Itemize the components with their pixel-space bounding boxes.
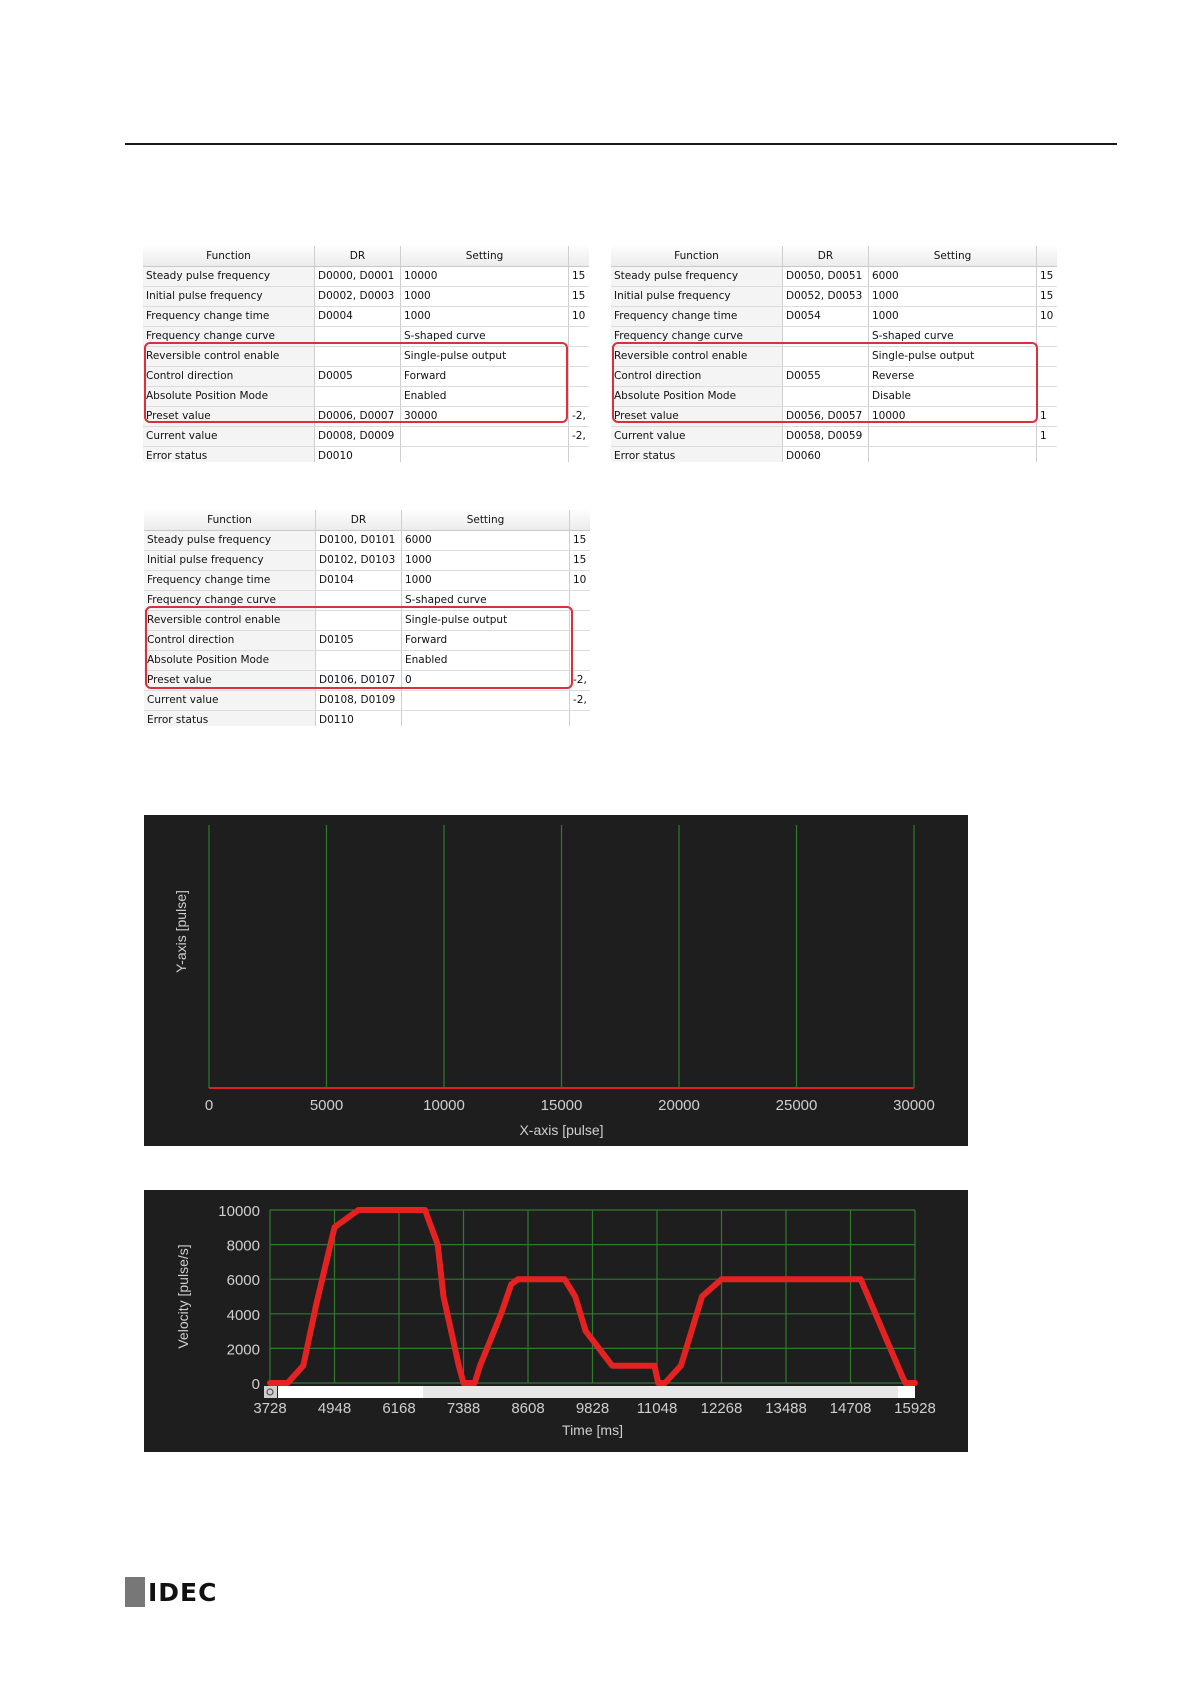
y-tick-label: 0: [251, 1376, 260, 1393]
velocity-time-chart: [144, 1190, 968, 1452]
function-cell: Absolute Position Mode: [144, 651, 316, 670]
x-tick-label: 3728: [253, 1400, 287, 1417]
extra-cell: [569, 367, 589, 386]
setting-cell: 1000: [869, 287, 1037, 306]
extra-cell: -2,: [572, 410, 586, 422]
table-row: [144, 571, 590, 591]
table-row: [611, 307, 1057, 327]
x-tick-label: 12268: [700, 1400, 743, 1417]
dr-cell: D0102, D0103: [316, 551, 402, 570]
function-cell: Steady pulse frequency: [611, 267, 783, 286]
function-cell: Preset value: [143, 407, 315, 426]
x-tick-label: 5000: [309, 1097, 344, 1114]
extra-cell: [1037, 327, 1057, 346]
extra-cell: [1037, 347, 1057, 366]
setting-cell: 1000: [401, 287, 569, 306]
setting-cell: Forward: [402, 631, 570, 650]
function-cell: Initial pulse frequency: [144, 551, 316, 570]
dr-cell: D0002, D0003: [315, 287, 401, 306]
extra-cell: -2,: [572, 430, 586, 442]
table-row: [143, 267, 589, 287]
y-tick-label: 8000: [226, 1237, 260, 1255]
highlight-box-1: [144, 342, 568, 423]
function-cell: Control direction: [143, 367, 315, 386]
setting-cell: [402, 711, 570, 726]
x-tick-label: 4948: [317, 1400, 352, 1417]
table-row: [611, 267, 1057, 287]
setting-cell: 1000: [402, 571, 570, 590]
function-cell: Absolute Position Mode: [143, 387, 315, 406]
function-cell: Control direction: [144, 631, 316, 650]
extra-cell: [1037, 447, 1057, 462]
function-cell: Reversible control enable: [143, 347, 315, 366]
extra-cell: [570, 591, 590, 610]
table-header: [144, 510, 590, 531]
setting-cell: 6000: [402, 531, 570, 550]
dr-cell: D0050, D0051: [783, 267, 869, 286]
y-axis-label: Velocity [pulse/s]: [175, 1244, 191, 1349]
x-tick-label: 14708: [829, 1400, 872, 1417]
column-header: DR: [783, 246, 869, 266]
dr-cell: D0005: [315, 367, 401, 386]
table-row: [611, 287, 1057, 307]
function-cell: Current value: [144, 691, 316, 710]
table-row: [143, 427, 589, 447]
y-tick-label: 10000: [218, 1203, 260, 1220]
x-tick-label: 7388: [446, 1400, 481, 1417]
idec-logo-mark: [125, 1577, 145, 1607]
setting-cell: 30000: [401, 407, 569, 426]
function-cell: Current value: [143, 427, 315, 446]
column-header: DR: [315, 246, 401, 266]
setting-cell: Single-pulse output: [401, 347, 569, 366]
function-cell: Frequency change time: [611, 307, 783, 326]
extra-cell: 10: [1040, 310, 1054, 322]
dr-cell: D0106, D0107: [316, 671, 402, 690]
column-header: Setting: [869, 246, 1037, 266]
x-tick-label: 25000: [775, 1097, 818, 1114]
setting-cell: Enabled: [402, 651, 570, 670]
dr-cell: D0056, D0057: [783, 407, 869, 426]
column-header: [1037, 246, 1057, 266]
y-tick-label: 2000: [226, 1341, 260, 1359]
function-cell: Initial pulse frequency: [611, 287, 783, 306]
function-cell: Frequency change curve: [611, 327, 783, 346]
x-tick-label: 8608: [511, 1400, 545, 1417]
setting-cell: Single-pulse output: [402, 611, 570, 630]
function-cell: Preset value: [144, 671, 316, 690]
velocity-time-chart-svg: [144, 1190, 968, 1452]
table-header: [143, 246, 589, 267]
column-header: DR: [316, 510, 402, 530]
setting-cell: Forward: [401, 367, 569, 386]
dr-cell: D0000, D0001: [315, 267, 401, 286]
extra-cell: -2,: [573, 694, 587, 706]
table-row: [144, 531, 590, 551]
setting-cell: 1000: [401, 307, 569, 326]
column-header: Setting: [402, 510, 570, 530]
x-tick-label: 20000: [658, 1097, 700, 1114]
function-cell: Frequency change time: [143, 307, 315, 326]
setting-cell: 10000: [869, 407, 1037, 426]
dr-cell: D0052, D0053: [783, 287, 869, 306]
column-header: [570, 510, 590, 530]
extra-cell: 15: [572, 290, 586, 302]
dr-cell: D0060: [783, 447, 869, 462]
x-tick-label: 15928: [894, 1400, 936, 1417]
column-header: Setting: [401, 246, 569, 266]
setting-cell: S-shaped curve: [402, 591, 570, 610]
extra-cell: 15: [573, 534, 587, 546]
x-tick-label: 10000: [423, 1097, 465, 1114]
extra-cell: [569, 387, 589, 406]
extra-cell: [570, 611, 590, 630]
table-row: [144, 691, 590, 711]
extra-cell: 10: [572, 310, 586, 322]
function-cell: Current value: [611, 427, 783, 446]
setting-cell: [401, 447, 569, 462]
table-row: [143, 447, 589, 462]
idec-logo: [125, 1577, 217, 1607]
setting-cell: [869, 427, 1037, 446]
extra-cell: [569, 347, 589, 366]
setting-cell: [869, 447, 1037, 462]
x-tick-label: 9828: [575, 1400, 610, 1417]
extra-cell: [1037, 367, 1057, 386]
xy-pulse-chart: [144, 815, 968, 1146]
column-header: [569, 246, 589, 266]
x-axis-label: X-axis [pulse]: [519, 1122, 604, 1138]
setting-cell: 1000: [402, 551, 570, 570]
extra-cell: 10: [573, 574, 587, 586]
x-tick-label: 30000: [893, 1097, 935, 1114]
setting-cell: 10000: [401, 267, 569, 286]
function-cell: Preset value: [611, 407, 783, 426]
extra-cell: 15: [573, 554, 587, 566]
scroll-right-button: [898, 1386, 915, 1398]
function-cell: Error status: [611, 447, 783, 462]
dr-cell: D0055: [783, 367, 869, 386]
dr-cell: D0110: [316, 711, 402, 726]
setting-cell: [401, 427, 569, 446]
x-tick-label: 15000: [540, 1097, 583, 1114]
y-tick-label: 4000: [226, 1306, 260, 1324]
setting-cell: S-shaped curve: [401, 327, 569, 346]
dr-cell: D0058, D0059: [783, 427, 869, 446]
setting-cell: [402, 691, 570, 710]
setting-cell: Enabled: [401, 387, 569, 406]
highlight-box-3: [145, 606, 573, 689]
xy-pulse-chart-svg: [144, 815, 968, 1146]
function-cell: Frequency change curve: [143, 327, 315, 346]
scroll-left-button: [264, 1386, 277, 1398]
extra-cell: [570, 711, 590, 726]
function-cell: Initial pulse frequency: [143, 287, 315, 306]
dr-cell: D0010: [315, 447, 401, 462]
function-cell: Frequency change curve: [144, 591, 316, 610]
setting-cell: 1000: [869, 307, 1037, 326]
function-cell: Steady pulse frequency: [143, 267, 315, 286]
table-row: [144, 711, 590, 726]
idec-logo-text: IDEC: [148, 1577, 218, 1607]
extra-cell: 1: [1040, 430, 1047, 442]
dr-cell: D0004: [315, 307, 401, 326]
header-rule: [125, 143, 1117, 145]
x-tick-label: 11048: [636, 1400, 678, 1417]
extra-cell: [1037, 387, 1057, 406]
dr-cell: D0100, D0101: [316, 531, 402, 550]
function-cell: Frequency change time: [144, 571, 316, 590]
x-axis-label: Time [ms]: [562, 1422, 623, 1438]
setting-cell: S-shaped curve: [869, 327, 1037, 346]
table-row: [143, 287, 589, 307]
extra-cell: 15: [1040, 270, 1054, 282]
table-row: [611, 427, 1057, 447]
setting-cell: 6000: [869, 267, 1037, 286]
setting-cell: 0: [402, 671, 570, 690]
function-cell: Error status: [144, 711, 316, 726]
setting-cell: Reverse: [869, 367, 1037, 386]
extra-cell: 1: [1040, 410, 1047, 422]
table-row: [144, 551, 590, 571]
highlight-box-2: [612, 342, 1038, 423]
y-axis-label: Y-axis [pulse]: [173, 890, 189, 973]
setting-cell: Disable: [869, 387, 1037, 406]
extra-cell: [569, 447, 589, 462]
function-cell: Reversible control enable: [144, 611, 316, 630]
dr-cell: D0108, D0109: [316, 691, 402, 710]
time-scrollbar-thumb: [278, 1386, 423, 1398]
function-cell: Error status: [143, 447, 315, 462]
extra-cell: [570, 631, 590, 650]
table-row: [611, 447, 1057, 462]
function-cell: Steady pulse frequency: [144, 531, 316, 550]
function-cell: Reversible control enable: [611, 347, 783, 366]
table-row: [143, 307, 589, 327]
column-header: Function: [143, 246, 315, 266]
table-header: [611, 246, 1057, 267]
column-header: Function: [144, 510, 316, 530]
x-tick-label: 13488: [765, 1400, 807, 1417]
function-cell: Control direction: [611, 367, 783, 386]
setting-cell: Single-pulse output: [869, 347, 1037, 366]
dr-cell: D0008, D0009: [315, 427, 401, 446]
extra-cell: [570, 651, 590, 670]
extra-cell: 15: [1040, 290, 1054, 302]
y-tick-label: 6000: [226, 1272, 260, 1290]
extra-cell: -2,: [573, 674, 587, 686]
extra-cell: [569, 327, 589, 346]
x-tick-label: 0: [204, 1097, 214, 1114]
dr-cell: D0054: [783, 307, 869, 326]
function-cell: Absolute Position Mode: [611, 387, 783, 406]
x-tick-label: 6168: [382, 1400, 416, 1417]
dr-cell: D0105: [316, 631, 402, 650]
column-header: Function: [611, 246, 783, 266]
extra-cell: 15: [572, 270, 586, 282]
dr-cell: D0006, D0007: [315, 407, 401, 426]
dr-cell: D0104: [316, 571, 402, 590]
